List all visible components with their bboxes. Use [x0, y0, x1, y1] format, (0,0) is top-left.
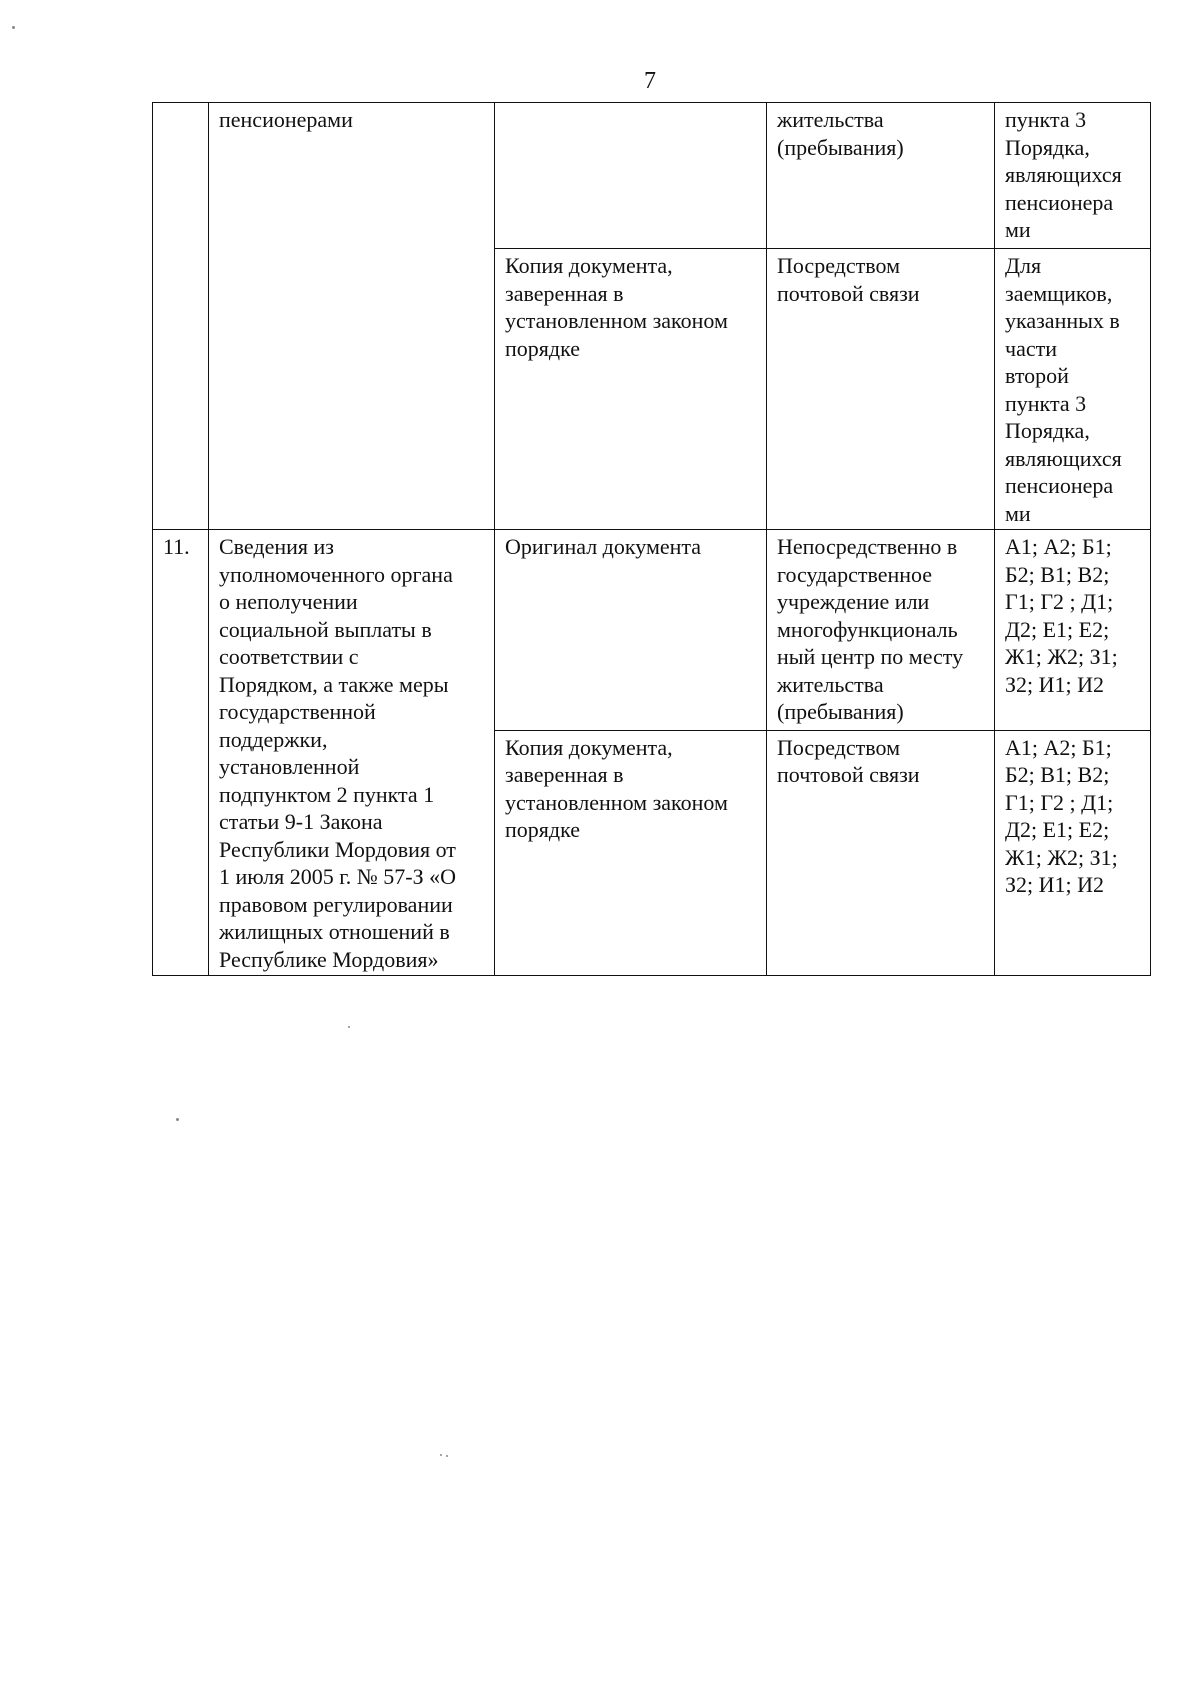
applicant-category-cell: А1; А2; Б1; Б2; В1; В2; Г1; Г2 ; Д1; Д2; Е1; Е2; Ж1; Ж2; З1; З2; И1; И2 — [995, 730, 1151, 975]
document-form-cell: Копия документа, заверенная в установленном законом порядке — [495, 249, 767, 530]
table-row — [153, 103, 1151, 249]
document-form-cell: Копия документа, заверенная в установленном законом порядке — [495, 730, 767, 975]
table-row — [153, 530, 1151, 731]
document-name-cell: Сведения из уполномоченного органа о неполучении социальной выплаты в соответствии с Порядком, а также меры государственной поддержки, установленной подпунктом 2 пункта 1 статьи 9-1 Закона Республики Мордовия от 1 июля 2005 г. № 57-З «О правовом регулировании жилищных отношений в Республике Мордовия» — [209, 530, 495, 976]
row-number-cell: 11. — [153, 530, 209, 976]
scan-speck — [446, 1455, 448, 1457]
scan-speck — [12, 26, 15, 29]
applicant-category-cell: пункта 3 Порядка, являющихся пенсионера ми — [995, 103, 1151, 249]
documents-table — [152, 102, 1151, 976]
submission-method-cell: жительства (пребывания) — [767, 103, 995, 249]
document-form-cell: Оригинал документа — [495, 530, 767, 731]
document-name-cell: пенсионерами — [209, 103, 495, 530]
submission-method-cell: Посредством почтовой связи — [767, 249, 995, 530]
document-form-cell — [495, 103, 767, 249]
submission-method-cell: Посредством почтовой связи — [767, 730, 995, 975]
scan-speck — [348, 1026, 350, 1028]
submission-method-cell: Непосредственно в государственное учреждение или многофункциональ ный центр по месту жительства (пребывания) — [767, 530, 995, 731]
applicant-category-cell: Для заемщиков, указанных в части второй пункта 3 Порядка, являющихся пенсионера ми — [995, 249, 1151, 530]
row-number-cell — [153, 103, 209, 530]
scan-speck — [440, 1454, 442, 1456]
page-number: 7 — [644, 68, 656, 94]
scan-speck — [176, 1118, 179, 1121]
applicant-category-cell: А1; А2; Б1; Б2; В1; В2; Г1; Г2 ; Д1; Д2; Е1; Е2; Ж1; Ж2; З1; З2; И1; И2 — [995, 530, 1151, 731]
